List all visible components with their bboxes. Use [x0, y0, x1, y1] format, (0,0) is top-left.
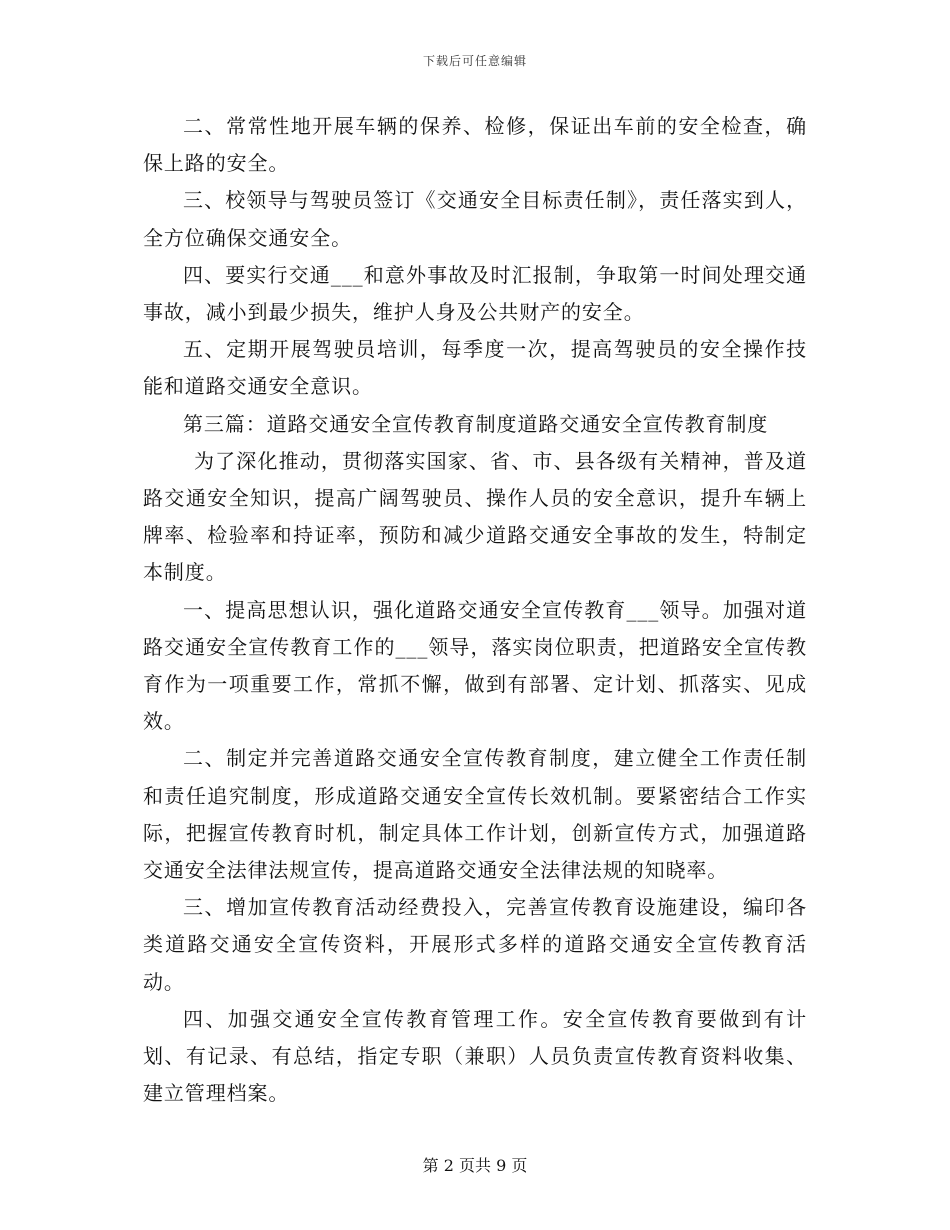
document-body [143, 108, 807, 1112]
page-number: 第 2 页共 9 页 [422, 1156, 528, 1175]
paragraph-intro: 为了深化推动，贯彻落实国家、省、市、县各级有关精神，普及道路交通安全知识，提高广阔驾驶员、操作人员的安全意识，提升车辆上牌率、检验率和持证率，预防和减少道路交通安全事故的发生，特制定本制度。 [143, 448, 807, 585]
paragraph-point-2: 二、制定并完善道路交通安全宣传教育制度，建立健全工作责任制和责任追究制度，形成道路交通安全宣传长效机制。要紧密结合工作实际，把握宣传教育时机，制定具体工作计划，创新宣传方式，加强道路交通安全法律法规宣传，提高道路交通安全法律法规的知晓率。 [143, 746, 807, 883]
paragraph-accident-report: 四、要实行交通___和意外事故及时汇报制，争取第一时间处理交通事故，减小到最少损失，维护人身及公共财产的安全。 [143, 262, 807, 325]
paragraph-point-4: 四、加强交通安全宣传教育管理工作。安全宣传教育要做到有计划、有记录、有总结，指定专职（兼职）人员负责宣传教育资料收集、建立管理档案。 [143, 1006, 807, 1106]
paragraph-point-1: 一、提高思想认识，强化道路交通安全宣传教育___领导。加强对道路交通安全宣传教育工作的___领导，落实岗位职责，把道路安全宣传教育作为一项重要工作，常抓不懈，做到有部署、定计划、抓落实、见成效。 [143, 597, 807, 734]
paragraph-point-3: 三、增加宣传教育活动经费投入，完善宣传教育设施建设，编印各类道路交通安全宣传资料，开展形式多样的道路交通安全宣传教育活动。 [143, 895, 807, 994]
paragraph-driver-training: 五、定期开展驾驶员培训，每季度一次，提高驾驶员的安全操作技能和道路交通安全意识。 [143, 337, 807, 399]
paragraph-maintenance: 二、常常性地开展车辆的保养、检修，保证出车前的安全检查，确保上路的安全。 [143, 114, 807, 176]
section-title: 第三篇：道路交通安全宣传教育制度道路交通安全宣传教育制度 [183, 411, 769, 436]
paragraph-responsibility: 三、校领导与驾驶员签订《交通安全目标责任制》，责任落实到人，全方位确保交通安全。 [143, 188, 807, 250]
header-note: 下载后可任意编辑 [422, 54, 527, 68]
